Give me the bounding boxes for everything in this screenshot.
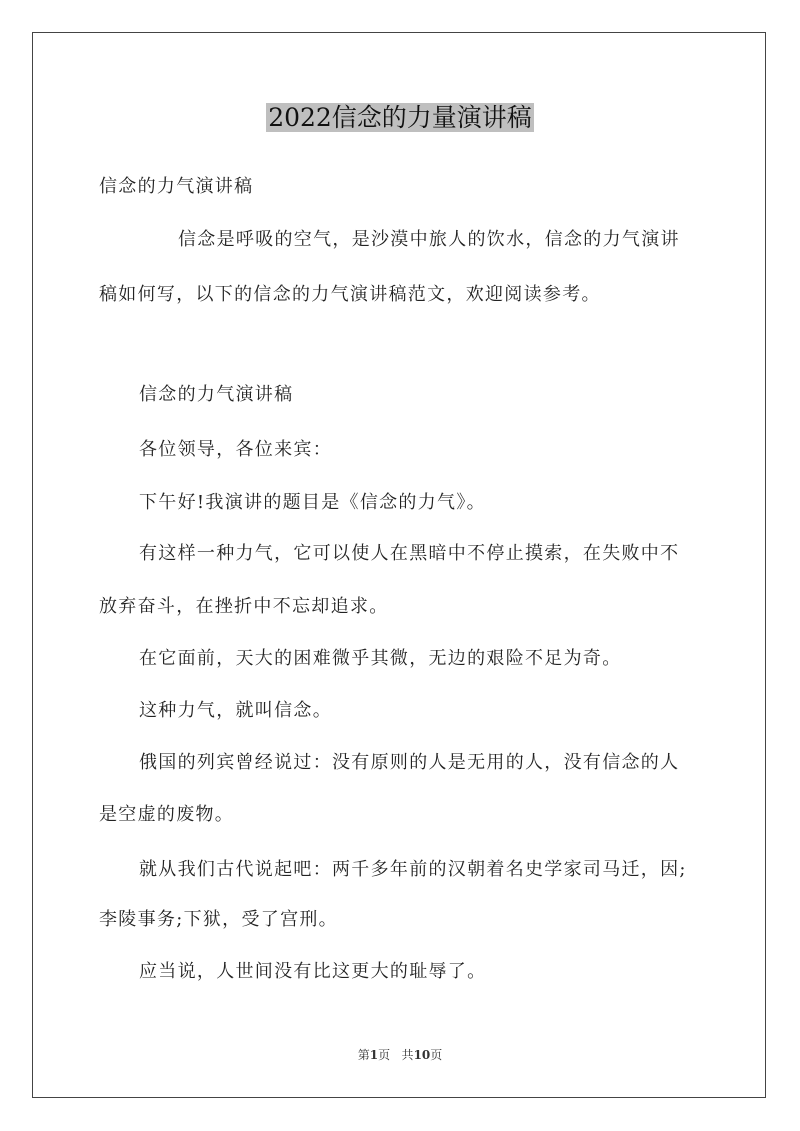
paragraph-4-line-1: 俄国的列宾曾经说过：没有原则的人是无用的人，没有信念的人: [139, 752, 680, 773]
paragraph-1-line-2: 放弃奋斗，在挫折中不忘却追求。: [99, 596, 389, 617]
paragraph-1-line-1: 有这样一种力气，它可以使人在黑暗中不停止摸索，在失败中不: [139, 543, 680, 564]
paragraph-5-line-2: 李陵事务;下狱，受了宫刑。: [99, 909, 338, 930]
title-text: 2022信念的力量演讲稿: [268, 103, 532, 132]
paragraph-2: 在它面前，天大的困难微乎其微，无边的艰险不足为奇。: [139, 648, 622, 669]
speech-heading: 信念的力气演讲稿: [139, 384, 294, 405]
page-suffix: 页: [378, 1048, 391, 1062]
paragraph-5-line-1: 就从我们古代说起吧：两千多年前的汉朝着名史学家司马迁，因;: [139, 859, 687, 880]
paragraph-6: 应当说，人世间没有比这更大的耻辱了。: [139, 961, 487, 982]
intro-line-2: 稿如何写，以下的信念的力气演讲稿范文，欢迎阅读参考。: [99, 284, 601, 305]
total-prefix: 共: [401, 1048, 414, 1062]
paragraph-greeting: 下午好!我演讲的题目是《信念的力气》。: [139, 492, 486, 513]
paragraph-4-line-2: 是空虚的废物。: [99, 804, 235, 825]
total-page-count: 10: [413, 1048, 431, 1062]
page-prefix: 第: [357, 1048, 370, 1062]
salutation: 各位领导，各位来宾：: [139, 439, 332, 460]
intro-line-1: 信念是呼吸的空气，是沙漠中旅人的饮水，信念的力气演讲: [178, 229, 680, 250]
document-title: [0, 98, 800, 138]
current-page-number: 1: [369, 1048, 379, 1062]
paragraph-3: 这种力气，就叫信念。: [139, 700, 332, 721]
page-footer: [0, 1046, 800, 1063]
subtitle-line: 信念的力气演讲稿: [99, 176, 254, 197]
total-suffix: 页: [430, 1048, 443, 1062]
